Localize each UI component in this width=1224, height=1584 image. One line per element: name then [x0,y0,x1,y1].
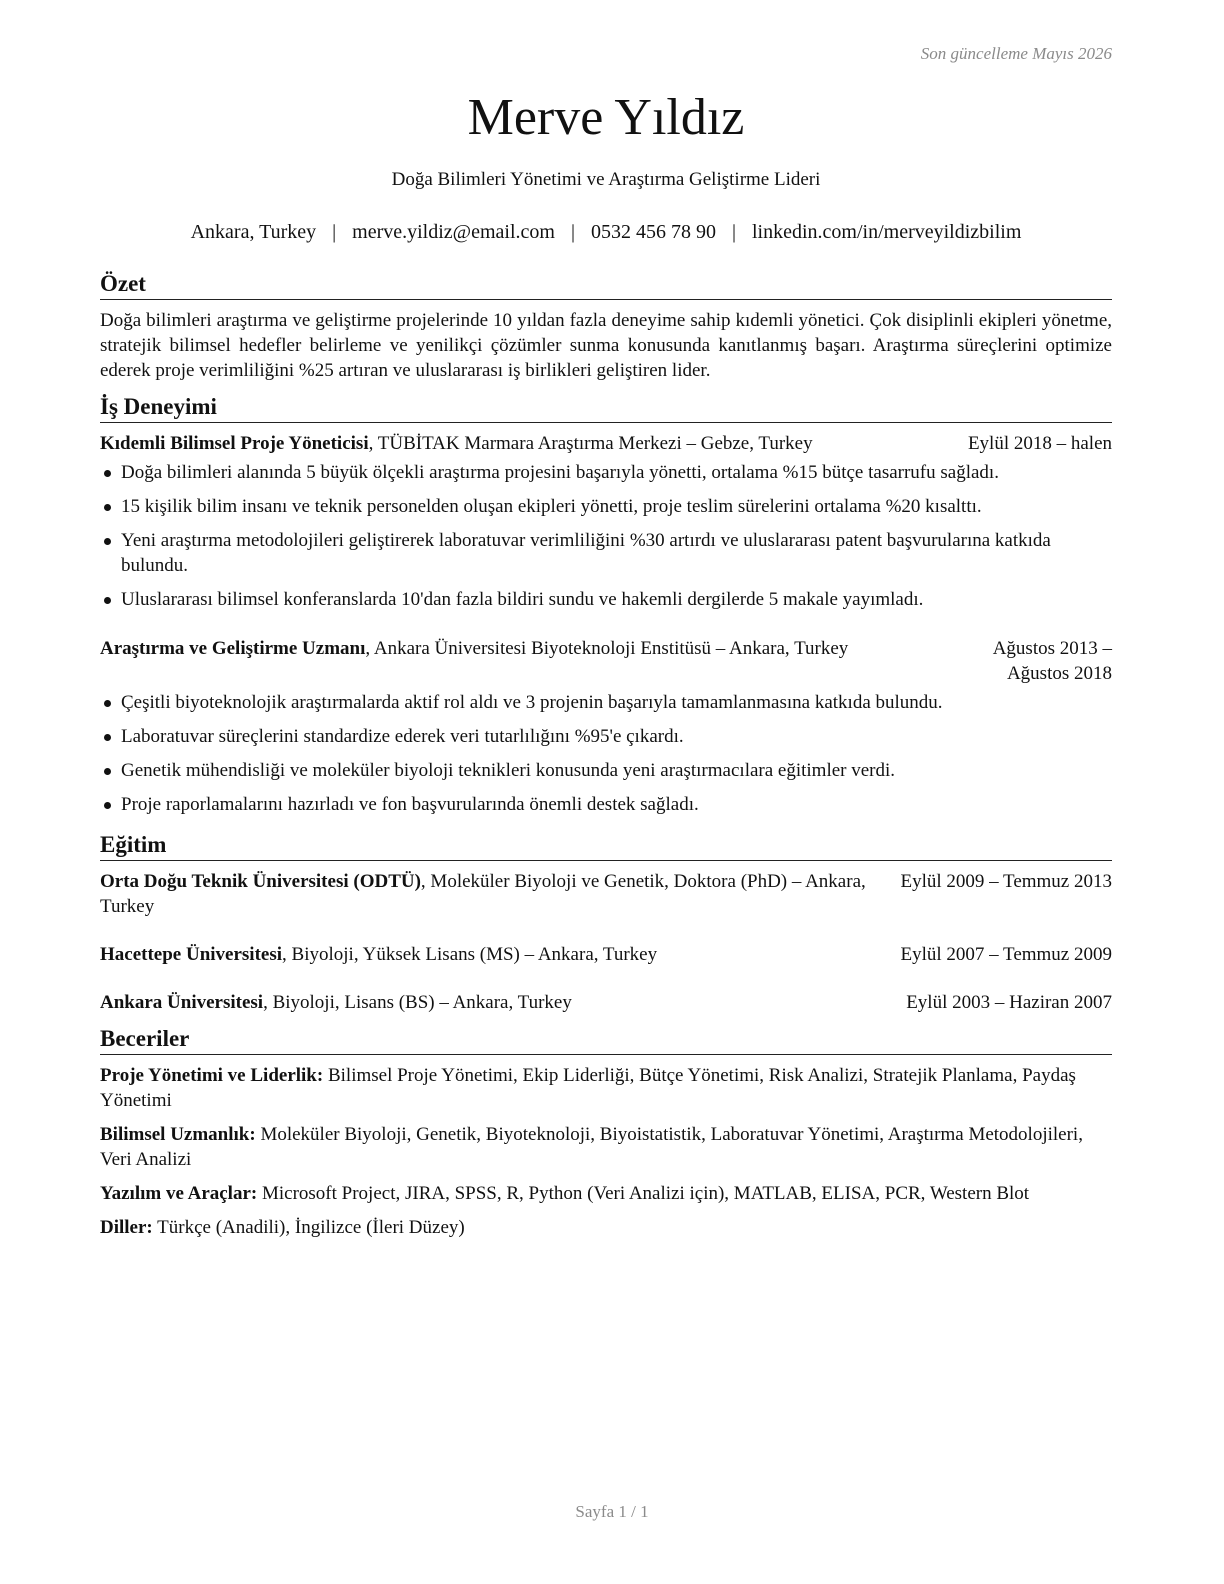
candidate-name: Merve Yıldız [467,89,745,146]
contact-linkedin[interactable]: linkedin.com/in/merveyildizbilim [751,221,1022,243]
job-role: Kıdemli Bilimsel Proje Yöneticisi [100,433,369,454]
skill-label: Yazılım ve Araçlar: [100,1183,258,1204]
candidate-title: Doğa Bilimleri Yönetimi ve Araştırma Geliştirme Lideri [391,169,821,190]
education-entry [100,942,1112,967]
section-title-experience: İş Deneyimi [100,393,1112,423]
skill-label: Bilimsel Uzmanlık: [100,1124,256,1145]
job-bullets [100,460,1112,612]
job-role: Araştırma ve Geliştirme Uzmanı [100,638,366,659]
list-item: Proje raporlamalarını hazırladı ve fon başvurularında önemli destek sağladı. [100,792,1112,817]
job-org: , TÜBİTAK Marmara Araştırma Merkezi – Gebze, Turkey [368,433,813,454]
job-org: , Ankara Üniversitesi Biyoteknoloji Enstitüsü – Ankara, Turkey [365,638,849,659]
education-dates: Eylül 2007 – Temmuz 2009 [900,944,1112,965]
section-title-summary: Özet [100,270,1112,300]
job-entry [100,431,1112,612]
contact-separator: | [332,221,337,243]
list-item: Laboratuvar süreçlerini standardize ederek veri tutarlılığını %95'e çıkardı. [100,724,1112,749]
school-name: Ankara Üniversitesi [100,992,264,1013]
page-number: Sayfa 1 / 1 [575,1502,649,1521]
section-title-education: Eğitim [100,831,1112,861]
skill-row [100,1122,1112,1172]
education-entry [100,990,1112,1015]
list-item: Yeni araştırma metodolojileri geliştirerek laboratuvar verimliliğini %30 artırdı ve uluslararası patent başvurularına katkıda bulundu. [100,528,1112,578]
school-name: Hacettepe Üniversitesi [100,944,283,965]
list-item: 15 kişilik bilim insanı ve teknik personelden oluşan ekipleri yönetti, proje teslim sürelerini ortalama %20 kısalttı. [100,494,1112,519]
job-bullets [100,690,1112,817]
contact-line [100,218,1112,246]
list-item: Genetik mühendisliği ve moleküler biyoloji teknikleri konusunda yeni araştırmacılara eğitimler verdi. [100,758,1112,783]
job-dates: Eylül 2018 – halen [967,433,1112,454]
summary-section [100,270,1112,383]
job-entry [100,636,1112,817]
experience-section [100,393,1112,817]
skill-text: Türkçe (Anadili), İngilizce (İleri Düzey) [152,1217,465,1238]
education-dates: Eylül 2009 – Temmuz 2013 [900,871,1112,892]
education-section [100,831,1112,1015]
resume-body [100,270,1112,1250]
job-dates: Ağustos 2013 – Ağustos 2018 [992,638,1112,684]
section-title-skills: Beceriler [100,1025,1112,1055]
list-item: Uluslararası bilimsel konferanslarda 10'dan fazla bildiri sundu ve hakemli dergilerde 5 makale yayımladı. [100,587,1112,612]
last-updated: Son güncelleme Mayıs 2026 [920,44,1112,63]
contact-separator: | [731,221,736,243]
school-name: Orta Doğu Teknik Üniversitesi (ODTÜ) [100,871,421,892]
skill-text: Moleküler Biyoloji, Genetik, Biyoteknoloji, Biyoistatistik, Laboratuvar Yönetimi, Araştırma Metodolojileri, Veri Analizi [100,1124,1083,1170]
job-header [100,431,1112,456]
skills-section [100,1025,1112,1240]
skill-row [100,1215,1112,1240]
list-item: Doğa bilimleri alanında 5 büyük ölçekli araştırma projesini başarıyla yönetti, ortalama %15 bütçe tasarrufu sağladı. [100,460,1112,485]
skill-text: Bilimsel Proje Yönetimi, Ekip Liderliği, Bütçe Yönetimi, Risk Analizi, Stratejik Planlama, Paydaş Yönetimi [100,1065,1076,1111]
contact-location: Ankara, Turkey [190,221,317,243]
education-entry [100,869,1112,919]
summary-text: Doğa bilimleri araştırma ve geliştirme projelerinde 10 yıldan fazla deneyime sahip kıdemli yönetici. Çok disiplinli ekipleri yönetme, stratejik bilimsel hedefler belirleme ve yenilikçi çözümler sunma konusunda kanıtlanmış başarı. Araştırma süreçlerini optimize ederek proje verimliliğini %25 artıran ve uluslararası iş birlikleri geliştiren lider. [100,310,1112,381]
skill-label: Proje Yönetimi ve Liderlik: [100,1065,324,1086]
contact-separator: | [570,221,575,243]
skill-label: Diller: [100,1217,153,1238]
skill-row [100,1181,1112,1206]
degree-detail: , Biyoloji, Lisans (BS) – Ankara, Turkey [263,992,572,1013]
skill-text: Microsoft Project, JIRA, SPSS, R, Python (Veri Analizi için), MATLAB, ELISA, PCR, Western Blot [257,1183,1030,1204]
contact-phone: 0532 456 78 90 [590,221,716,243]
degree-detail: , Biyoloji, Yüksek Lisans (MS) – Ankara, Turkey [282,944,658,965]
contact-email[interactable]: merve.yildiz@email.com [352,221,555,243]
degree-detail: , Moleküler Biyoloji ve Genetik, Doktora (PhD) – Ankara, Turkey [100,871,866,917]
skill-row [100,1063,1112,1113]
education-dates: Eylül 2003 – Haziran 2007 [906,992,1112,1013]
list-item: Çeşitli biyoteknolojik araştırmalarda aktif rol aldı ve 3 projenin başarıyla tamamlanmasına katkıda bulundu. [100,690,1112,715]
job-header [100,636,1112,686]
